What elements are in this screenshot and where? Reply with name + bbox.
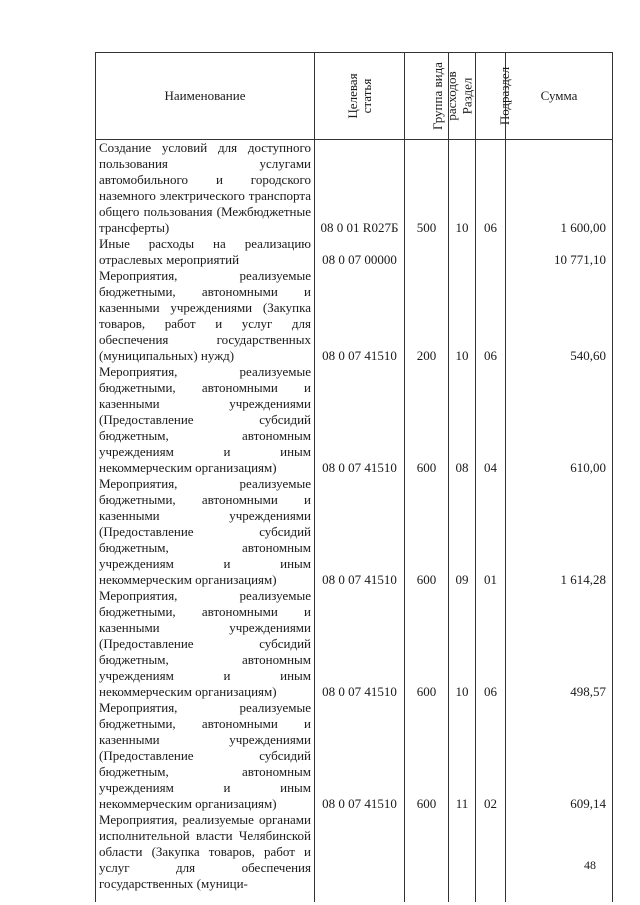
row-group bbox=[405, 236, 449, 268]
header-group: Группа вида расходов bbox=[405, 53, 449, 140]
row-target: 08 0 01 R027Б bbox=[315, 140, 405, 237]
table-row bbox=[96, 268, 613, 364]
row-target: 08 0 07 00000 bbox=[315, 236, 405, 268]
row-section: 08 bbox=[449, 364, 476, 476]
row-group: 600 bbox=[405, 364, 449, 476]
row-sum: 1 614,28 bbox=[506, 476, 613, 588]
row-sum: 1 600,00 bbox=[506, 140, 613, 237]
table-header-row bbox=[96, 53, 613, 140]
row-name: Мероприятия, реализуемые бюджетными, автономными и казенными учреждениями (Предоставление субсидий бюджетным, автономным учреждениям и иным некоммерческим организациям) bbox=[96, 476, 315, 588]
header-subsection: Подраздел bbox=[476, 53, 506, 140]
row-name: Мероприятия, реализуемые бюджетными, автономными и казенными учреждениями (Предоставление субсидий бюджетным, автономным учреждениям и иным некоммерческим организациям) bbox=[96, 588, 315, 700]
row-section: 09 bbox=[449, 476, 476, 588]
row-subsection: 01 bbox=[476, 476, 506, 588]
row-group: 600 bbox=[405, 588, 449, 700]
header-name: Наименование bbox=[96, 53, 315, 140]
row-group: 600 bbox=[405, 700, 449, 812]
row-name: Мероприятия, реализуемые органами исполнительной власти Челябинской области (Закупка товаров, работ и услуг для обеспечения государственных (муници- bbox=[96, 812, 315, 902]
row-section: 11 bbox=[449, 700, 476, 812]
row-sum: 498,57 bbox=[506, 588, 613, 700]
table-row bbox=[96, 364, 613, 476]
table-row bbox=[96, 140, 613, 237]
header-sum: Сумма bbox=[506, 53, 613, 140]
table-row bbox=[96, 700, 613, 812]
header-section: Раздел bbox=[449, 53, 476, 140]
row-subsection: 06 bbox=[476, 588, 506, 700]
row-group: 600 bbox=[405, 476, 449, 588]
row-section bbox=[449, 236, 476, 268]
row-target bbox=[315, 812, 405, 902]
table-row bbox=[96, 476, 613, 588]
row-group bbox=[405, 812, 449, 902]
row-target: 08 0 07 41510 bbox=[315, 268, 405, 364]
row-subsection: 06 bbox=[476, 140, 506, 237]
row-section bbox=[449, 812, 476, 902]
row-sum bbox=[506, 812, 613, 902]
row-name: Мероприятия, реализуемые бюджетными, автономными и казенными учреждениями (Закупка товаров, работ и услуг для обеспечения государственных (муниципальных) нужд) bbox=[96, 268, 315, 364]
row-name: Мероприятия, реализуемые бюджетными, автономными и казенными учреждениями (Предоставление субсидий бюджетным, автономным учреждениям и иным некоммерческим организациям) bbox=[96, 700, 315, 812]
row-section: 10 bbox=[449, 268, 476, 364]
row-section: 10 bbox=[449, 588, 476, 700]
row-target: 08 0 07 41510 bbox=[315, 364, 405, 476]
row-target: 08 0 07 41510 bbox=[315, 588, 405, 700]
row-sum: 540,60 bbox=[506, 268, 613, 364]
row-group: 200 bbox=[405, 268, 449, 364]
budget-table bbox=[95, 52, 613, 902]
row-subsection: 02 bbox=[476, 700, 506, 812]
row-subsection bbox=[476, 812, 506, 902]
row-subsection: 06 bbox=[476, 268, 506, 364]
row-group: 500 bbox=[405, 140, 449, 237]
row-sum: 10 771,10 bbox=[506, 236, 613, 268]
row-subsection: 04 bbox=[476, 364, 506, 476]
row-name: Создание условий для доступного пользования услугами автомобильного и городского наземного электрического транспорта общего пользования (Межбюджетные трансферты) bbox=[96, 140, 315, 237]
header-target: Целевая статья bbox=[315, 53, 405, 140]
row-target: 08 0 07 41510 bbox=[315, 476, 405, 588]
row-section: 10 bbox=[449, 140, 476, 237]
page-number: 48 bbox=[584, 858, 596, 872]
row-name: Мероприятия, реализуемые бюджетными, автономными и казенными учреждениями (Предоставление субсидий бюджетным, автономным учреждениям и иным некоммерческим организациям) bbox=[96, 364, 315, 476]
row-target: 08 0 07 41510 bbox=[315, 700, 405, 812]
row-subsection bbox=[476, 236, 506, 268]
row-sum: 609,14 bbox=[506, 700, 613, 812]
table-row bbox=[96, 812, 613, 902]
table-row bbox=[96, 236, 613, 268]
row-name: Иные расходы на реализацию отраслевых мероприятий bbox=[96, 236, 315, 268]
row-sum: 610,00 bbox=[506, 364, 613, 476]
table-row bbox=[96, 588, 613, 700]
